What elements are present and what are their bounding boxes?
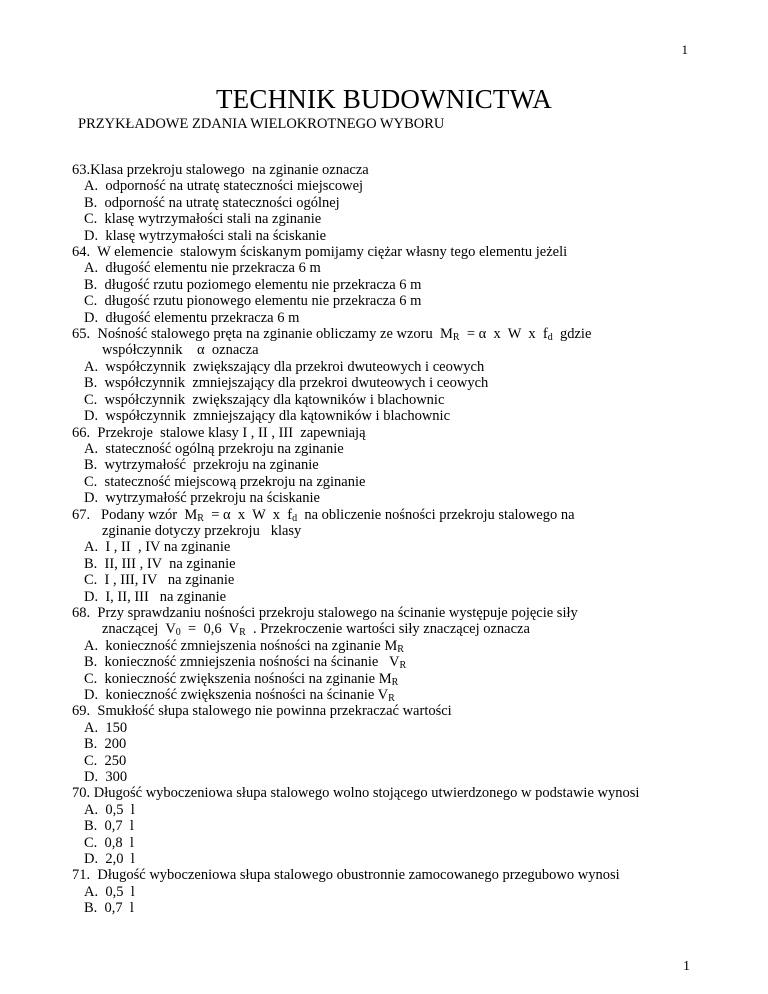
answer-option: A. długość elementu nie przekracza 6 m: [84, 260, 321, 277]
answer-option: A. odporność na utratę stateczności miejscowej: [84, 178, 364, 195]
answer-option: C. współczynnik zwiększający dla kątowników i blachownic: [84, 391, 445, 408]
answer-option: A. 0,5 l: [84, 801, 135, 818]
question-64: [72, 244, 712, 326]
answer-option: B. odporność na utratę stateczności ogólnej: [84, 194, 340, 211]
subscript: 0: [175, 627, 181, 639]
text-segment: gdzie: [552, 326, 592, 343]
text-segment: znaczącej V: [102, 621, 176, 638]
answer-option: [72, 654, 712, 670]
question-list: [72, 162, 712, 917]
answer-option: D. wytrzymałość przekroju na ściskanie: [84, 490, 320, 507]
answer-option: [72, 687, 712, 703]
text-segment: . Przekroczenie wartości siły znaczącej oznacza: [245, 621, 530, 638]
answer-option: C. 250: [84, 752, 127, 769]
page-title: TECHNIK BUDOWNICTWA: [215, 84, 552, 114]
subscript: R: [397, 643, 404, 655]
subscript: d: [292, 512, 298, 524]
text-segment: D. konieczność zwiększenia nośności na ścinanie V: [84, 687, 389, 703]
question-69: [72, 703, 712, 785]
text-segment: 65. Nośność stalowego pręta na zginanie obliczamy ze wzoru M: [72, 326, 453, 343]
question-text-continuation: [72, 621, 712, 637]
answer-option: B. wytrzymałość przekroju na zginanie: [84, 457, 319, 474]
answer-option: B. długość rzutu poziomego elementu nie przekracza 6 m: [84, 276, 422, 293]
question-text-continuation: współczynnik α oznacza: [102, 342, 259, 359]
subscript: R: [452, 332, 460, 344]
answer-option: A. 0,5 l: [84, 883, 135, 900]
text-segment: A. konieczność zmniejszenia nośności na zginanie M: [84, 637, 398, 654]
text-segment: 67. Podany wzór M: [72, 506, 198, 523]
question-text-continuation: zginanie dotyczy przekroju klasy: [102, 522, 302, 539]
answer-option: B. 0,7 l: [84, 900, 134, 917]
answer-option: D. długość elementu przekracza 6 m: [84, 309, 300, 326]
answer-option: B. 0,7 l: [84, 818, 134, 835]
question-text: [72, 507, 712, 523]
answer-option: D. I, II, III na zginanie: [84, 588, 227, 605]
question-text: 68. Przy sprawdzaniu nośności przekroju stalowego na ścinanie występuje pojęcie siły: [72, 604, 578, 621]
answer-option: D. 2,0 l: [84, 851, 135, 868]
answer-option: [72, 638, 712, 654]
text-segment: B. konieczność zmniejszenia nośności na ścinanie V: [84, 654, 400, 671]
question-63: [72, 162, 712, 244]
answer-option: D. współczynnik zmniejszający dla kątowników i blachownic: [84, 408, 451, 425]
page-subtitle: PRZYKŁADOWE ZDANIA WIELOKROTNEGO WYBORU: [78, 116, 445, 132]
question-65: [72, 326, 712, 424]
question-66: [72, 425, 712, 507]
answer-option: C. stateczność miejscową przekroju na zginanie: [84, 473, 366, 490]
answer-option: D. klasę wytrzymałości stali na ściskanie: [84, 227, 327, 244]
question-text: [72, 326, 712, 342]
answer-option: C. klasę wytrzymałości stali na zginanie: [84, 211, 322, 228]
text-segment: = α x W x f: [203, 506, 293, 523]
answer-option: [72, 671, 712, 687]
subscript: R: [388, 693, 395, 704]
question-67: [72, 507, 712, 605]
question-text: 69. Smukłość słupa stalowego nie powinna przekraczać wartości: [72, 703, 452, 720]
page-number-top: 1: [681, 42, 688, 57]
text-segment: na obliczenie nośności przekroju stalowego na: [297, 506, 575, 523]
subscript: R: [399, 660, 407, 672]
question-text: 71. Długość wyboczeniowa słupa stalowego obustronnie zamocowanego przegubowo wynosi: [72, 867, 620, 884]
answer-option: B. współczynnik zmniejszający dla przekroi dwuteowych i ceowych: [84, 375, 489, 392]
answer-option: A. współczynnik zwiększający dla przekroi dwuteowych i ceowych: [84, 358, 485, 375]
question-text: 63.Klasa przekroju stalowego na zginanie oznacza: [72, 162, 369, 178]
question-text: 64. W elemencie stalowym ściskanym pomijamy ciężar własny tego elementu jeżeli: [72, 244, 568, 261]
text-segment: = α x W x f: [459, 326, 548, 343]
answer-option: A. I , II , IV na zginanie: [84, 539, 231, 556]
subscript: R: [197, 512, 204, 524]
question-text: 70. Długość wyboczeniowa słupa stalowego wolno stojącego utwierdzonego w podstawie wynosi: [72, 785, 640, 802]
answer-option: C. I , III, IV na zginanie: [84, 572, 235, 589]
question-70: [72, 785, 712, 867]
answer-option: B. II, III , IV na zginanie: [84, 555, 236, 572]
answer-option: C. 0,8 l: [84, 834, 134, 851]
question-68: [72, 605, 712, 703]
subscript: R: [391, 676, 399, 688]
subscript: d: [547, 332, 553, 344]
page-number-bottom: 1: [683, 959, 690, 974]
answer-option: C. długość rzutu pionowego elementu nie przekracza 6 m: [84, 293, 422, 310]
text-segment: C. konieczność zwiększenia nośności na zginanie M: [84, 670, 392, 687]
answer-option: B. 200: [84, 736, 127, 753]
answer-option: A. 150: [84, 719, 128, 736]
question-71: [72, 867, 712, 916]
answer-option: D. 300: [84, 769, 128, 786]
text-segment: = 0,6 V: [180, 621, 240, 638]
subscript: R: [239, 627, 246, 639]
question-text: 66. Przekroje stalowe klasy I , II , III zapewniają: [72, 424, 366, 441]
answer-option: A. stateczność ogólną przekroju na zginanie: [84, 440, 344, 457]
